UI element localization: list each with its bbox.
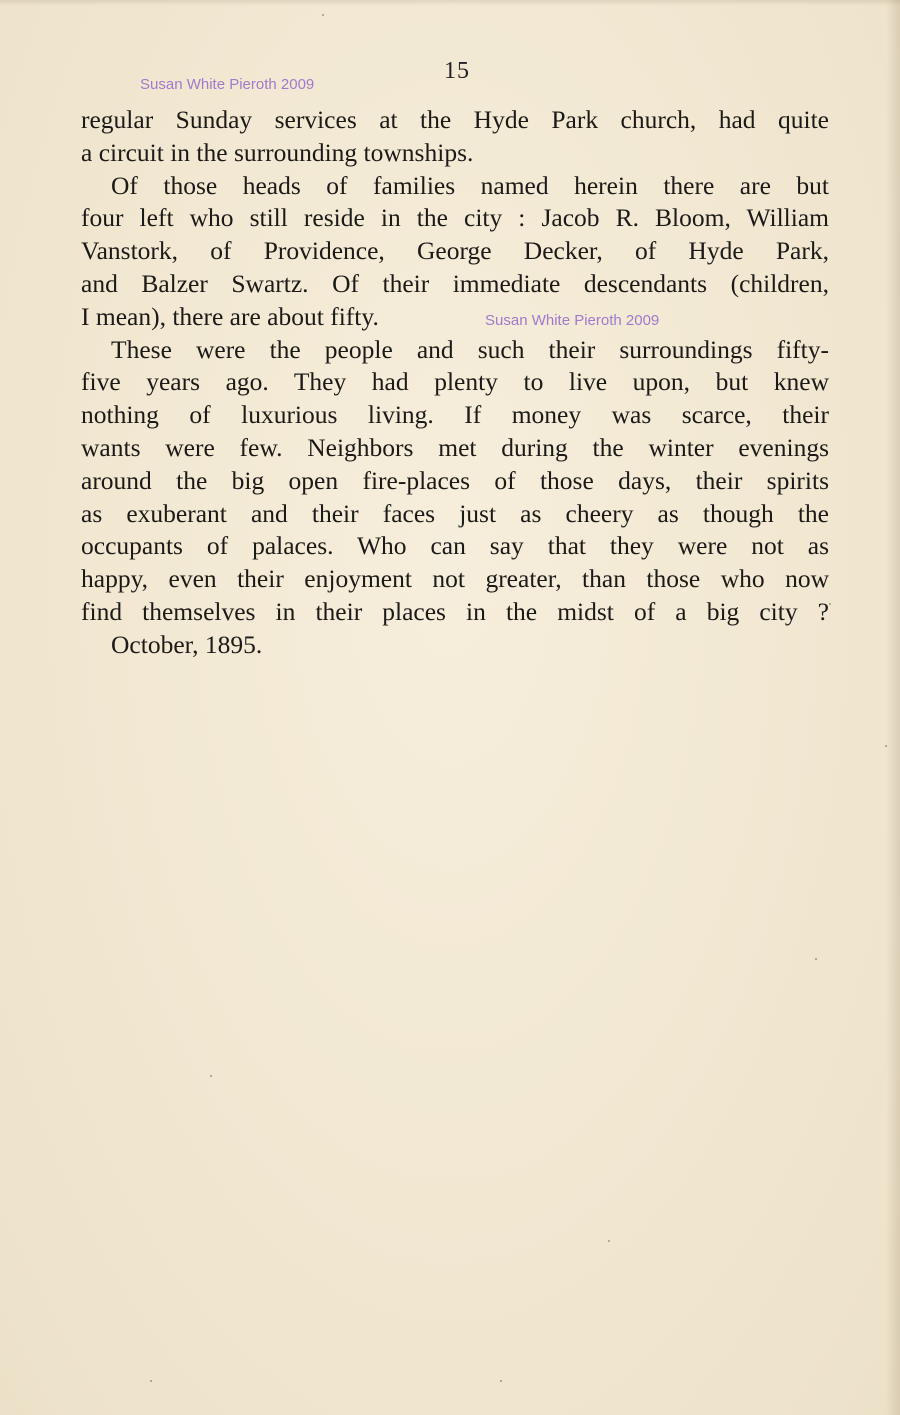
text-line: as exuberant and their faces just as cheery as though the [81, 498, 829, 528]
paper-speck [150, 1380, 152, 1382]
paper-speck [210, 1075, 212, 1077]
paper-speck [500, 1380, 502, 1382]
paper-speck [885, 745, 887, 747]
text-line: wants were few. Neighbors met during the winter evenings [81, 432, 829, 462]
page-number: 15 [444, 58, 470, 84]
page-edge-shadow [886, 0, 900, 1415]
text-line: These were the people and such their surroundings fifty- [111, 334, 829, 364]
text-line: around the big open fire-places of those days, their spirits [81, 465, 829, 495]
text-line: a circuit in the surrounding townships. [81, 137, 474, 167]
text-line: find themselves in their places in the midst of a big city ? [81, 596, 829, 626]
paper-speck [608, 1240, 610, 1242]
page-top-shadow [0, 0, 900, 6]
text-line: regular Sunday services at the Hyde Park church, had quite [81, 105, 829, 134]
text-line: October, 1895. [111, 629, 263, 659]
text-line: four left who still reside in the city : Jacob R. Bloom, William [81, 203, 829, 233]
paper-speck [829, 603, 831, 605]
text-line: Vanstork, of Providence, George Decker, of Hyde Park, [81, 236, 829, 266]
watermark-top: Susan White Pieroth 2009 [140, 76, 315, 93]
text-line: Of those heads of families named herein there are but [111, 170, 829, 200]
watermark-inline: Susan White Pieroth 2009 [485, 312, 660, 329]
text-line: occupants of palaces. Who can say that they were not as [81, 531, 829, 561]
body-text [81, 104, 829, 662]
text-line: I mean), there are about fifty. [81, 301, 379, 331]
text-line: nothing of luxurious living. If money was scarce, their [81, 400, 829, 430]
paper-speck [322, 14, 324, 16]
text-line: happy, even their enjoyment not greater, than those who now [81, 564, 829, 594]
paper-speck [815, 958, 817, 960]
text-line: five years ago. They had plenty to live upon, but knew [81, 367, 829, 397]
text-line: and Balzer Swartz. Of their immediate descendants (children, [81, 268, 829, 298]
